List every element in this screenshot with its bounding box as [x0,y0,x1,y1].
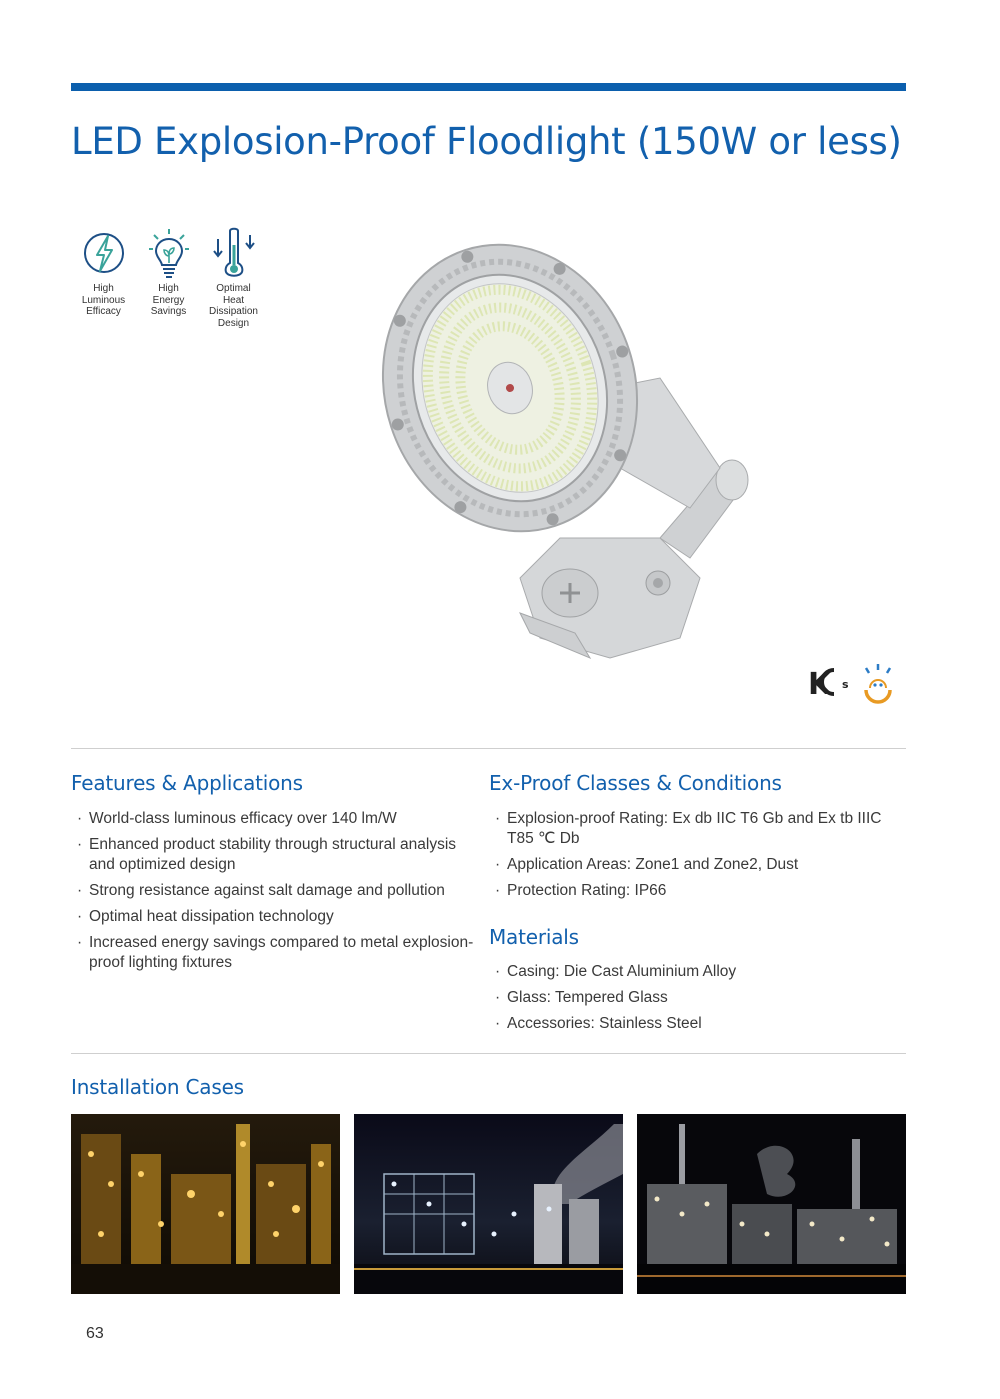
list-item: · Protection Rating: IP66 [489,881,889,901]
badge-luminous-efficacy [71,225,136,329]
features-heading: Features & Applications [71,771,303,795]
list-item: · Strong resistance against salt damage and pollution [71,881,481,901]
lightning-icon [81,225,127,281]
lightbulb-icon [146,225,192,281]
list-item: · Optimal heat dissipation technology [71,907,481,927]
svg-text:s: s [842,678,849,691]
badge-label: High Energy Savings [150,283,187,317]
badge-heat-dissipation [201,225,266,329]
materials-list [489,962,889,1040]
feature-badges [71,225,266,329]
badge-energy-savings [136,225,201,329]
installation-photo-plant-night [637,1114,906,1294]
list-item: · Casing: Die Cast Aluminium Alloy [489,962,889,982]
page-number: 63 [86,1325,104,1342]
installation-heading: Installation Cases [71,1075,244,1099]
exproof-list [489,809,889,907]
thermometer-icon [211,225,257,281]
kcs-certification-logo [808,658,902,706]
exproof-heading: Ex-Proof Classes & Conditions [489,771,782,795]
installation-photo-refinery-gold [71,1114,340,1294]
list-item: · Increased energy savings compared to metal explosion-proof lighting fixtures [71,933,481,973]
badge-label: High Luminous Efficacy [81,283,126,317]
installation-photo-plant-blue [354,1114,623,1294]
floodlight-product-image [360,238,800,678]
badge-label: Optimal Heat Dissipation Design [209,283,258,329]
list-item: · Accessories: Stainless Steel [489,1014,889,1034]
materials-heading: Materials [489,925,579,949]
list-item: · World-class luminous efficacy over 140 lm/W [71,809,481,829]
section-divider [71,1053,906,1054]
list-item: · Enhanced product stability through structural analysis and optimized design [71,835,481,875]
list-item: · Application Areas: Zone1 and Zone2, Dust [489,855,889,875]
list-item: · Explosion-proof Rating: Ex db IIC T6 Gb and Ex tb IIIC T85 ℃ Db [489,809,889,849]
svg-text:K: K [808,667,832,702]
page-title: LED Explosion-Proof Floodlight (150W or less) [71,120,902,163]
header-rule [71,83,906,91]
list-item: · Glass: Tempered Glass [489,988,889,1008]
features-list [71,809,481,979]
section-divider [71,748,906,749]
installation-photos [71,1114,906,1294]
